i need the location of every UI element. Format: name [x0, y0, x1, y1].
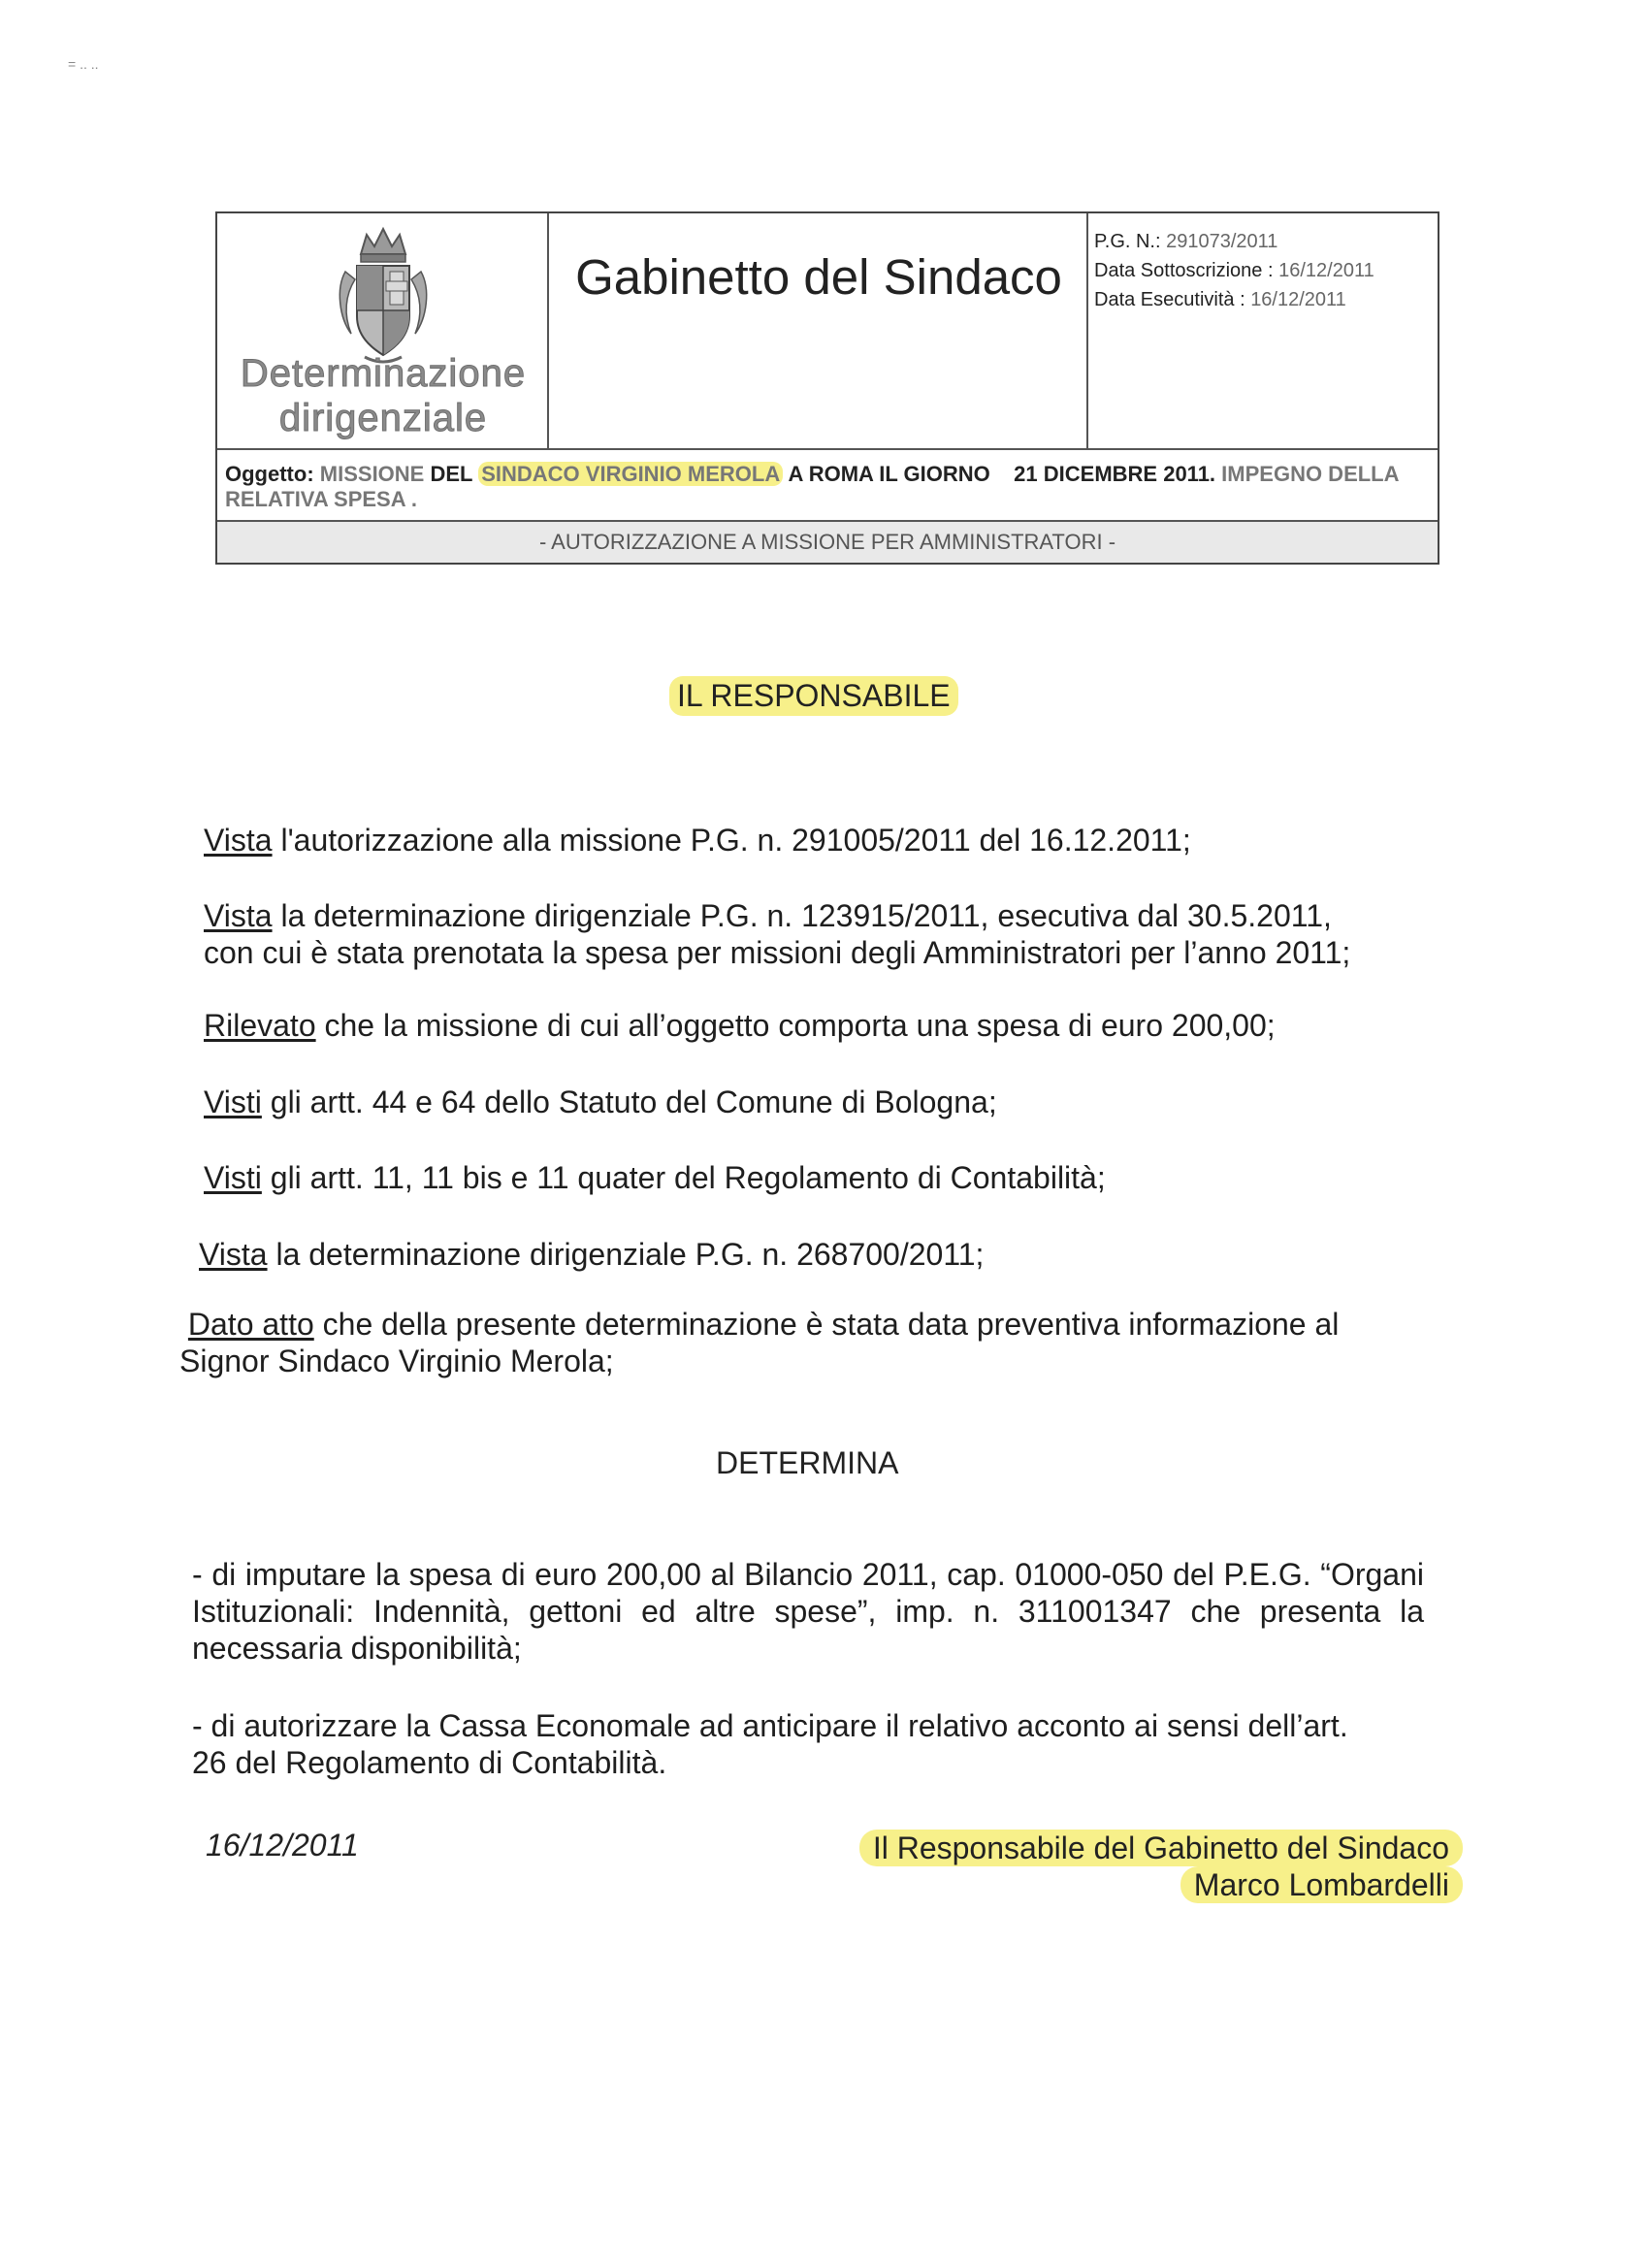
oggetto-part-1: MISSIONE — [319, 462, 425, 486]
signer-role: Il Responsabile del Gabinetto del Sindaco — [859, 1830, 1463, 1866]
title-cell — [549, 213, 1088, 448]
oggetto-part-6: RELATIVA SPESA . — [225, 487, 418, 511]
paragraph-text: che la missione di cui all’oggetto comporta una spesa di euro 200,00; — [315, 1008, 1276, 1043]
decision-line-2: 26 del Regolamento di Contabilità. — [192, 1745, 667, 1780]
oggetto-part-3: A ROMA IL GIORNO — [788, 462, 990, 486]
keyword-vista: Vista — [204, 898, 273, 933]
logo-text — [217, 351, 549, 440]
paragraph-text: la determinazione dirigenziale P.G. n. 123915/2011, esecutiva dal 30.5.2011, — [272, 898, 1332, 933]
decision-imputare: - di imputare la spesa di euro 200,00 al Bilancio 2011, cap. 01000-050 del P.E.G. “Organi Istituzionali: Indennità, gettoni ed altre spese”, imp. n. 311001347 che presenta la necessaria disponibilità; — [192, 1557, 1424, 1666]
paragraph-text: l'autorizzazione alla missione P.G. n. 291005/2011 del 16.12.2011; — [272, 823, 1191, 858]
paragraph-text-line-2: con cui è stata prenotata la spesa per missioni degli Amministratori per l’anno 2011; — [204, 935, 1351, 970]
scan-mark: = .. .. — [68, 56, 99, 72]
paragraph-text: gli artt. 44 e 64 dello Statuto del Comune di Bologna; — [261, 1085, 997, 1119]
oggetto-row — [217, 448, 1438, 520]
decision-autorizzare — [192, 1707, 1424, 1781]
keyword-dato-atto: Dato atto — [187, 1307, 314, 1342]
esecutivita-line — [1094, 285, 1438, 314]
sottoscrizione-line — [1094, 256, 1438, 285]
sottoscrizione-value: 16/12/2011 — [1278, 260, 1374, 281]
paragraph-dato-atto — [179, 1306, 1440, 1379]
office-title: Gabinetto del Sindaco — [575, 249, 1062, 305]
paragraph-text: gli artt. 11, 11 bis e 11 quater del Regolamento di Contabilità; — [261, 1160, 1106, 1195]
keyword-rilevato: Rilevato — [204, 1008, 316, 1043]
document-date: 16/12/2011 — [206, 1828, 359, 1863]
autorizzazione-row: - AUTORIZZAZIONE A MISSIONE PER AMMINISTRATORI - — [217, 520, 1438, 563]
heading-responsabile: IL RESPONSABILE — [669, 676, 958, 716]
paragraph-text-line-2: Signor Sindaco Virginio Merola; — [179, 1344, 614, 1378]
heading-determina: DETERMINA — [716, 1445, 899, 1480]
header-box — [215, 211, 1439, 565]
paragraph-text: la determinazione dirigenziale P.G. n. 268700/2011; — [267, 1237, 985, 1272]
paragraph-vista-determinazione-2 — [199, 1236, 1440, 1273]
pg-number-value: 291073/2011 — [1166, 231, 1278, 252]
esecutivita-label: Data Esecutività : — [1094, 289, 1245, 310]
coat-of-arms-icon — [332, 221, 435, 367]
oggetto-part-2: DEL — [430, 462, 473, 486]
oggetto-label: Oggetto: — [225, 462, 314, 486]
paragraph-rilevato — [204, 1007, 1445, 1044]
signature-block — [795, 1830, 1463, 1903]
paragraph-text: che della presente determinazione è stata data preventiva informazione al — [313, 1307, 1340, 1342]
logo-line-1: Determinazione — [240, 352, 527, 395]
paragraph-vista-autorizzazione — [204, 822, 1445, 859]
keyword-visti: Visti — [204, 1160, 262, 1195]
pg-number-line — [1094, 227, 1438, 256]
signer-name: Marco Lombardelli — [1180, 1866, 1463, 1903]
oggetto-part-4: 21 DICEMBRE 2011. — [1014, 462, 1216, 486]
keyword-vista: Vista — [204, 823, 273, 858]
keyword-vista: Vista — [199, 1237, 268, 1272]
oggetto-part-5: IMPEGNO DELLA — [1221, 462, 1400, 486]
paragraph-visti-regolamento — [204, 1159, 1445, 1196]
pg-number-label: P.G. N.: — [1094, 231, 1161, 252]
paragraph-vista-determinazione — [204, 897, 1445, 971]
sottoscrizione-label: Data Sottoscrizione : — [1094, 260, 1274, 281]
paragraph-visti-statuto — [204, 1084, 1445, 1120]
decision-line-1: - di autorizzare la Cassa Economale ad anticipare il relativo acconto ai sensi dell’art. — [192, 1708, 1348, 1743]
meta-cell — [1088, 213, 1438, 448]
logo-cell — [217, 213, 549, 448]
logo-line-2: dirigenziale — [278, 397, 488, 439]
oggetto-highlight: SINDACO VIRGINIO MEROLA — [478, 462, 783, 486]
keyword-visti: Visti — [204, 1085, 262, 1119]
esecutivita-value: 16/12/2011 — [1250, 289, 1346, 310]
